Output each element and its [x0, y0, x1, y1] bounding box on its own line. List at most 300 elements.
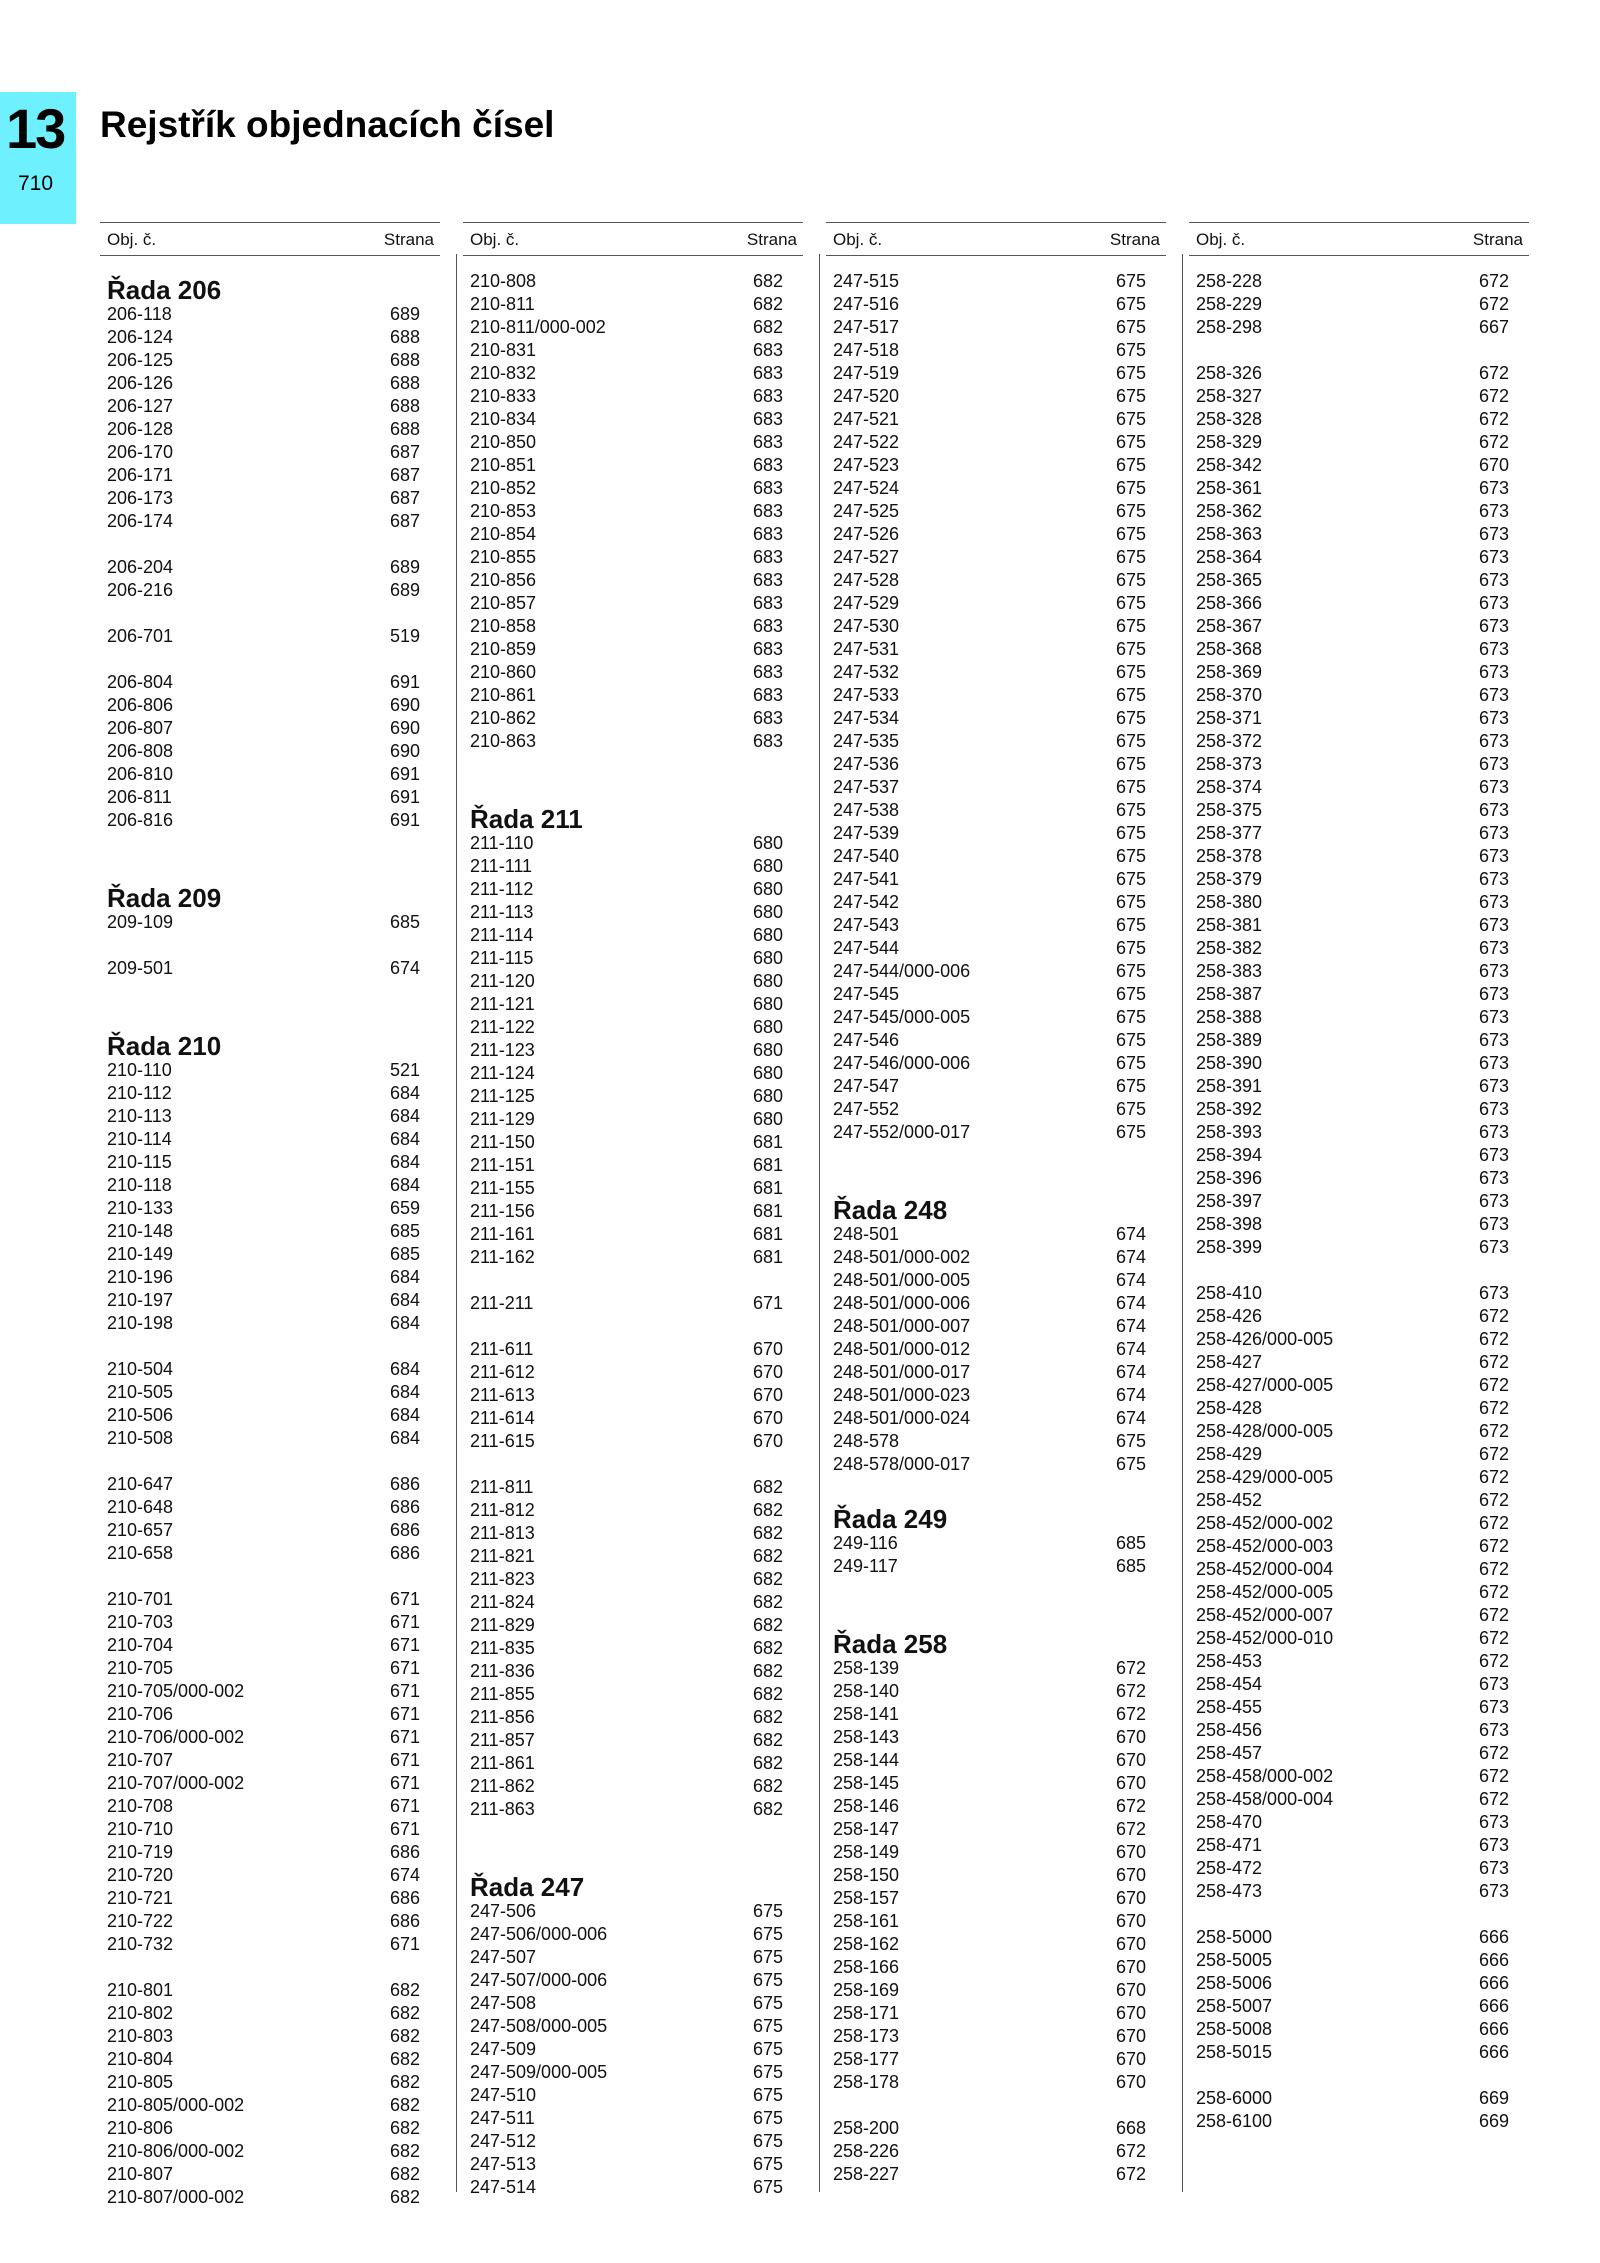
page-reference: 670: [1115, 1773, 1146, 1793]
index-row: [100, 1818, 440, 1841]
order-number: 247-522: [833, 432, 900, 452]
order-number: 210-708: [107, 1796, 174, 1816]
index-row: [1189, 1742, 1529, 1765]
order-number: 258-171: [833, 2003, 900, 2023]
order-number: 258-452/000-003: [1196, 1536, 1334, 1556]
order-number: 258-143: [833, 1727, 900, 1747]
index-row: [1189, 1535, 1529, 1558]
page-reference: 680: [752, 856, 783, 876]
order-number: 258-428: [1196, 1398, 1263, 1418]
page-reference: 683: [752, 685, 783, 705]
order-number: 258-399: [1196, 1237, 1263, 1257]
index-row: [826, 1338, 1166, 1361]
page-reference: 673: [1478, 1168, 1509, 1188]
index-row: [463, 1131, 803, 1154]
column-header: [1189, 222, 1529, 256]
row-spacer: [100, 832, 440, 855]
page-reference: 675: [1115, 616, 1146, 636]
page-reference: 675: [1115, 294, 1146, 314]
index-row: [1189, 1604, 1529, 1627]
page-reference: 682: [752, 317, 783, 337]
order-number: 258-169: [833, 1980, 900, 2000]
order-number: 210-850: [470, 432, 537, 452]
order-number: 248-501/000-023: [833, 1385, 971, 1405]
page-reference: 673: [1478, 616, 1509, 636]
order-number: 247-546: [833, 1030, 900, 1050]
index-row: [100, 1657, 440, 1680]
page-reference: 683: [752, 478, 783, 498]
index-row: [826, 1384, 1166, 1407]
header-code-label: Obj. č.: [107, 230, 157, 249]
order-number: 210-705: [107, 1658, 174, 1678]
page-reference: 682: [752, 1569, 783, 1589]
page-reference: 682: [389, 2187, 420, 2207]
page-reference: 675: [752, 2131, 783, 2151]
header-code-label: Obj. č.: [833, 230, 883, 249]
order-number: 210-115: [107, 1152, 172, 1172]
row-spacer: [463, 1844, 803, 1867]
page-reference: 687: [389, 442, 420, 462]
page-reference: 680: [752, 971, 783, 991]
order-number: 210-149: [107, 1244, 174, 1264]
page-reference: 674: [1115, 1362, 1146, 1382]
order-number: 211-120: [470, 971, 535, 991]
order-number: 247-512: [470, 2131, 537, 2151]
index-row: [1189, 2041, 1529, 2064]
page-reference: 668: [1115, 2118, 1146, 2138]
index-row: [1189, 1765, 1529, 1788]
page-reference: 680: [752, 1017, 783, 1037]
index-row: [100, 1864, 440, 1887]
page-reference: 672: [1478, 1398, 1509, 1418]
index-row: [1189, 1190, 1529, 1213]
index-row: [463, 1729, 803, 1752]
order-number: 258-228: [1196, 271, 1263, 291]
series-heading: [826, 1624, 1166, 1657]
index-row: [1189, 1949, 1529, 1972]
index-row: [1189, 1627, 1529, 1650]
page-reference: 675: [752, 1993, 783, 2013]
order-number: 258-410: [1196, 1283, 1263, 1303]
index-row: [1189, 362, 1529, 385]
order-number: 258-458/000-004: [1196, 1789, 1334, 1809]
page-reference: 685: [389, 1221, 420, 1241]
order-number: 247-524: [833, 478, 900, 498]
order-number: 210-832: [470, 363, 537, 383]
order-number: 211-614: [470, 1408, 535, 1428]
order-number: 258-372: [1196, 731, 1263, 751]
page-reference: 675: [1115, 869, 1146, 889]
index-row: [826, 1430, 1166, 1453]
page-reference: 672: [1478, 1352, 1509, 1372]
index-row: [100, 2163, 440, 2186]
index-row: [100, 441, 440, 464]
order-number: 206-127: [107, 396, 174, 416]
index-row: [826, 776, 1166, 799]
page-reference: 675: [1115, 731, 1146, 751]
series-heading-text: Řada 211: [470, 804, 583, 834]
index-row: [100, 911, 440, 934]
order-number: 211-861: [470, 1753, 535, 1773]
index-row: [826, 1223, 1166, 1246]
row-spacer: [826, 1578, 1166, 1601]
order-number: 211-812: [470, 1500, 535, 1520]
page-reference: 673: [1478, 961, 1509, 981]
row-spacer: [826, 1144, 1166, 1167]
page-reference: 674: [1115, 1224, 1146, 1244]
order-number: 247-527: [833, 547, 900, 567]
order-number: 210-504: [107, 1359, 174, 1379]
order-number: 247-518: [833, 340, 900, 360]
page-reference: 673: [1478, 1076, 1509, 1096]
series-heading: [463, 799, 803, 832]
page-reference: 671: [389, 1727, 420, 1747]
page-reference: 687: [389, 465, 420, 485]
page-reference: 681: [752, 1155, 783, 1175]
index-row: [1189, 408, 1529, 431]
index-row: [100, 1749, 440, 1772]
page-reference: 682: [752, 1707, 783, 1727]
order-number: 248-501/000-012: [833, 1339, 971, 1359]
order-number: 258-5015: [1196, 2042, 1273, 2062]
column-divider: [819, 254, 820, 2192]
order-number: 247-528: [833, 570, 900, 590]
order-number: 211-129: [470, 1109, 535, 1129]
order-number: 258-329: [1196, 432, 1263, 452]
page-reference: 685: [1115, 1533, 1146, 1553]
index-row: [1189, 684, 1529, 707]
order-number: 258-328: [1196, 409, 1263, 429]
index-row: [826, 1726, 1166, 1749]
page-reference: 671: [389, 1612, 420, 1632]
index-row: [826, 408, 1166, 431]
order-number: 211-855: [470, 1684, 535, 1704]
column-divider: [1182, 254, 1183, 2192]
page-reference: 688: [389, 373, 420, 393]
index-row: [463, 316, 803, 339]
order-number: 249-116: [833, 1533, 898, 1553]
page-reference: 672: [1478, 1306, 1509, 1326]
index-row: [100, 2048, 440, 2071]
page-reference: 673: [1478, 1720, 1509, 1740]
page-reference: 675: [752, 1901, 783, 1921]
page-reference: 675: [1115, 570, 1146, 590]
order-number: 248-578/000-017: [833, 1454, 971, 1474]
page-reference: 680: [752, 948, 783, 968]
page-reference: 673: [1478, 984, 1509, 1004]
order-number: 258-139: [833, 1658, 900, 1678]
index-row: [826, 1029, 1166, 1052]
series-heading: [100, 1026, 440, 1059]
page-reference: 675: [1115, 754, 1146, 774]
page-reference: 683: [752, 363, 783, 383]
page-reference: 671: [389, 1658, 420, 1678]
order-number: 206-173: [107, 488, 174, 508]
order-number: 210-833: [470, 386, 537, 406]
page-reference: 673: [1478, 593, 1509, 613]
order-number: 247-531: [833, 639, 900, 659]
order-number: 206-170: [107, 442, 174, 462]
order-number: 211-835: [470, 1638, 535, 1658]
page-reference: 670: [752, 1385, 783, 1405]
order-number: 258-342: [1196, 455, 1263, 475]
row-spacer: [100, 934, 440, 957]
index-row: [100, 1105, 440, 1128]
order-number: 258-373: [1196, 754, 1263, 774]
index-row: [1189, 845, 1529, 868]
index-row: [826, 270, 1166, 293]
index-row: [463, 855, 803, 878]
index-row: [463, 293, 803, 316]
index-row: [100, 1841, 440, 1864]
page-reference: 670: [1115, 2026, 1146, 2046]
order-number: 210-851: [470, 455, 537, 475]
page-reference: 673: [1478, 1007, 1509, 1027]
order-number: 258-227: [833, 2164, 900, 2184]
index-row: [463, 1775, 803, 1798]
page-reference: 682: [752, 1684, 783, 1704]
page-reference: 672: [1478, 1582, 1509, 1602]
header-page-label: Strana: [383, 230, 434, 249]
index-row: [826, 1703, 1166, 1726]
page-reference: 673: [1478, 800, 1509, 820]
order-number: 210-803: [107, 2026, 174, 2046]
index-row: [826, 937, 1166, 960]
page-reference: 675: [1115, 708, 1146, 728]
order-number: 210-197: [107, 1290, 174, 1310]
order-number: 258-362: [1196, 501, 1263, 521]
index-row: [1189, 546, 1529, 569]
page-reference: 673: [1478, 754, 1509, 774]
index-row: [1189, 661, 1529, 684]
page-reference: 672: [1478, 1444, 1509, 1464]
header-code-label: Obj. č.: [1196, 230, 1246, 249]
order-number: 211-125: [470, 1086, 535, 1106]
index-row: [463, 546, 803, 569]
page-reference: 673: [1478, 547, 1509, 567]
order-number: 211-863: [470, 1799, 535, 1819]
page-reference: 683: [752, 455, 783, 475]
page-reference: 690: [389, 718, 420, 738]
row-spacer: [826, 1601, 1166, 1624]
index-row: [826, 2071, 1166, 2094]
page-reference: 672: [1478, 386, 1509, 406]
order-number: 210-806: [107, 2118, 174, 2138]
order-number: 206-816: [107, 810, 174, 830]
order-number: 211-156: [470, 1201, 535, 1221]
index-row: [100, 694, 440, 717]
page-reference: 670: [752, 1362, 783, 1382]
series-heading-text: Řada 248: [833, 1195, 948, 1225]
page-reference: 675: [1115, 547, 1146, 567]
page-reference: 666: [1478, 1927, 1509, 1947]
index-row: [826, 638, 1166, 661]
order-number: 258-370: [1196, 685, 1263, 705]
index-row: [100, 326, 440, 349]
index-row: [100, 1082, 440, 1105]
order-number: 210-647: [107, 1474, 174, 1494]
page-reference: 670: [1115, 2049, 1146, 2069]
index-row: [826, 707, 1166, 730]
order-number: 211-823: [470, 1569, 535, 1589]
page-reference: 669: [1478, 2111, 1509, 2131]
page-reference: 672: [1478, 1559, 1509, 1579]
index-row: [100, 1611, 440, 1634]
order-number: 210-706: [107, 1704, 174, 1724]
page-reference: 689: [389, 304, 420, 324]
row-spacer: [463, 1821, 803, 1844]
page-reference: 683: [752, 708, 783, 728]
index-row: [826, 454, 1166, 477]
page-reference: 680: [752, 1063, 783, 1083]
page-reference: 673: [1478, 938, 1509, 958]
order-number: 206-807: [107, 718, 174, 738]
order-number: 211-161: [470, 1224, 535, 1244]
page-reference: 673: [1478, 570, 1509, 590]
order-number: 258-452/000-007: [1196, 1605, 1334, 1625]
index-row: [463, 1591, 803, 1614]
page-reference: 683: [752, 501, 783, 521]
page-reference: 683: [752, 639, 783, 659]
order-number: 258-326: [1196, 363, 1263, 383]
page-reference: 682: [752, 1638, 783, 1658]
page-reference: 672: [1478, 1513, 1509, 1533]
order-number: 258-452/000-004: [1196, 1559, 1334, 1579]
page-reference: 684: [389, 1290, 420, 1310]
order-number: 258-363: [1196, 524, 1263, 544]
row-spacer: [100, 648, 440, 671]
order-number: 210-807/000-002: [107, 2187, 245, 2207]
page-reference: 684: [389, 1382, 420, 1402]
index-row: [463, 1476, 803, 1499]
index-row: [463, 1200, 803, 1223]
page-reference: 684: [389, 1175, 420, 1195]
index-row: [463, 1292, 803, 1315]
page-reference: 659: [389, 1198, 420, 1218]
index-row: [1189, 1650, 1529, 1673]
page-reference: 670: [1115, 1750, 1146, 1770]
page-reference: 672: [1115, 1796, 1146, 1816]
order-number: 210-148: [107, 1221, 174, 1241]
index-row: [100, 464, 440, 487]
series-heading-text: Řada 258: [833, 1629, 948, 1659]
order-number: 206-204: [107, 557, 174, 577]
page-reference: 675: [1115, 800, 1146, 820]
page-reference: 673: [1478, 1858, 1509, 1878]
order-number: 211-813: [470, 1523, 535, 1543]
series-heading: [826, 1499, 1166, 1532]
order-number: 247-523: [833, 455, 900, 475]
order-number: 210-811/000-002: [470, 317, 606, 337]
page-reference: 673: [1478, 915, 1509, 935]
index-row: [463, 2176, 803, 2199]
index-row: [463, 993, 803, 1016]
order-number: 247-542: [833, 892, 900, 912]
page-reference: 683: [752, 593, 783, 613]
page-reference: 687: [389, 511, 420, 531]
row-spacer: [826, 2094, 1166, 2117]
order-number: 211-162: [470, 1247, 535, 1267]
page-reference: 521: [389, 1060, 420, 1080]
page-reference: 682: [389, 1980, 420, 2000]
column-rows: [826, 256, 1166, 2186]
page-reference: 672: [1478, 1743, 1509, 1763]
index-row: [100, 1266, 440, 1289]
column-rows: [463, 256, 803, 2199]
index-row: [826, 1555, 1166, 1578]
page-reference: 672: [1115, 2141, 1146, 2161]
page-reference: 686: [389, 1911, 420, 1931]
order-number: 258-391: [1196, 1076, 1263, 1096]
index-row: [1189, 776, 1529, 799]
index-row: [826, 316, 1166, 339]
order-number: 258-166: [833, 1957, 900, 1977]
index-row: [100, 1220, 440, 1243]
order-number: 247-538: [833, 800, 900, 820]
order-number: 247-513: [470, 2154, 537, 2174]
page-reference: 681: [752, 1247, 783, 1267]
index-row: [826, 1841, 1166, 1864]
order-number: 206-804: [107, 672, 174, 692]
order-number: 258-427/000-005: [1196, 1375, 1334, 1395]
page-reference: 671: [752, 1293, 783, 1313]
order-number: 211-615: [470, 1431, 535, 1451]
index-row: [826, 2002, 1166, 2025]
order-number: 247-519: [833, 363, 900, 383]
index-row: [463, 1798, 803, 1821]
index-row: [463, 1407, 803, 1430]
page-reference: 673: [1478, 639, 1509, 659]
index-row: [100, 1289, 440, 1312]
page-reference: 675: [752, 2108, 783, 2128]
order-number: 210-856: [470, 570, 537, 590]
order-number: 247-539: [833, 823, 900, 843]
order-number: 210-859: [470, 639, 537, 659]
page-reference: 674: [1115, 1385, 1146, 1405]
page-reference: 675: [1115, 846, 1146, 866]
index-row: [1189, 385, 1529, 408]
index-row: [1189, 1328, 1529, 1351]
index-row: [463, 1683, 803, 1706]
index-row: [826, 1657, 1166, 1680]
order-number: 258-429: [1196, 1444, 1263, 1464]
row-spacer: [100, 533, 440, 556]
index-row: [463, 1946, 803, 1969]
series-heading: [463, 1867, 803, 1900]
order-number: 211-123: [470, 1040, 535, 1060]
order-number: 210-707/000-002: [107, 1773, 245, 1793]
index-row: [100, 1588, 440, 1611]
row-spacer: [463, 1315, 803, 1338]
order-number: 247-544/000-006: [833, 961, 971, 981]
page-reference: 671: [389, 1589, 420, 1609]
page-reference: 682: [389, 2095, 420, 2115]
index-row: [1189, 1443, 1529, 1466]
order-number: 247-508/000-005: [470, 2016, 608, 2036]
row-spacer: [463, 776, 803, 799]
order-number: 247-508: [470, 1993, 537, 2013]
order-number: 210-863: [470, 731, 537, 751]
index-row: [826, 799, 1166, 822]
page-reference: 671: [389, 1681, 420, 1701]
page-reference: 683: [752, 662, 783, 682]
index-row: [100, 1358, 440, 1381]
page-reference: 673: [1478, 478, 1509, 498]
order-number: 248-501/000-024: [833, 1408, 971, 1428]
index-row: [826, 1795, 1166, 1818]
order-number: 210-854: [470, 524, 537, 544]
page-reference: 673: [1478, 501, 1509, 521]
